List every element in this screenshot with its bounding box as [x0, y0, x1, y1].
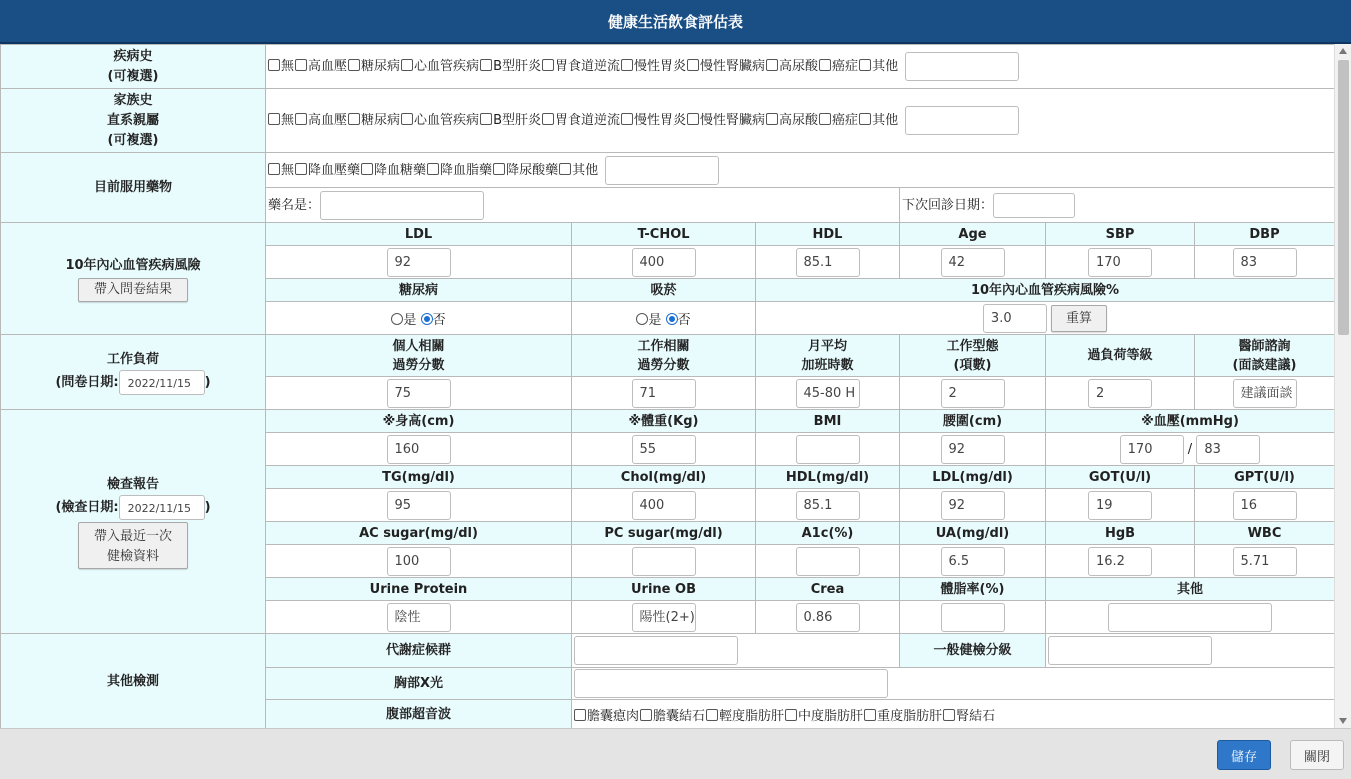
diabetes-header: 糖尿病	[266, 279, 572, 302]
ldl-input[interactable]: 92	[941, 491, 1005, 520]
chest-xray-label: 胸部X光	[266, 668, 572, 700]
personal-burnout-input[interactable]: 75	[387, 379, 451, 408]
family-opt-hyperuricemia[interactable]: 高尿酸	[766, 113, 818, 128]
risk-result-cell	[756, 302, 1335, 335]
workload-header-overtime: 月平均 加班時數	[756, 335, 900, 377]
exam-header-waist: 腰圍(cm)	[900, 410, 1046, 433]
window-title: 健康生活飲食評估表	[607, 12, 743, 31]
checkbox-icon[interactable]	[480, 59, 492, 71]
exam-date-input[interactable]: 2022/11/15	[119, 495, 205, 520]
med-opt-none[interactable]: 無	[268, 163, 294, 178]
us-opt-gb-polyp[interactable]: 膽囊瘜肉	[574, 709, 639, 724]
exam-header-ac-sugar: AC sugar(mg/dl)	[266, 522, 572, 545]
family-opt-ckd[interactable]: 慢性腎臟病	[687, 113, 765, 128]
family-opt-hypertension[interactable]: 高血壓	[295, 113, 347, 128]
family-opt-gerd[interactable]: 胃食道逆流	[542, 113, 620, 128]
family-opt-diabetes[interactable]: 糖尿病	[348, 113, 400, 128]
crea-input[interactable]: 0.86	[796, 603, 860, 632]
chest-xray-input[interactable]	[574, 669, 888, 698]
cvd-header-tchol: T-CHOL	[572, 223, 756, 246]
disease-history-label: 疾病史 (可複選)	[1, 45, 266, 89]
save-button[interactable]: 儲存	[1217, 740, 1271, 770]
checkbox-icon[interactable]	[819, 59, 831, 71]
ua-input[interactable]: 6.5	[941, 547, 1005, 576]
checkbox-icon[interactable]	[687, 59, 699, 71]
workload-header-worktype: 工作型態 (項數)	[900, 335, 1046, 377]
medication-options	[266, 153, 1335, 188]
exam-header-ldl: LDL(mg/dl)	[900, 466, 1046, 489]
disease-opt-hyperuricemia[interactable]: 高尿酸	[766, 59, 818, 74]
workload-label: 工作負荷 (問卷日期: 2022/11/15 )	[1, 335, 266, 410]
checkbox-icon[interactable]	[542, 59, 554, 71]
urine-ob-input[interactable]: 陽性(2+)	[632, 603, 696, 632]
exam-header-wbc: WBC	[1195, 522, 1335, 545]
wbc-input[interactable]: 5.71	[1233, 547, 1297, 576]
workload-header-personal: 個人相關 過勞分數	[266, 335, 572, 377]
exam-header-ua: UA(mg/dl)	[900, 522, 1046, 545]
checkbox-icon[interactable]	[295, 163, 307, 175]
exam-header-crea: Crea	[756, 578, 900, 601]
checkbox-icon[interactable]	[574, 709, 586, 721]
checkbox-icon[interactable]	[859, 59, 871, 71]
window-title-bar	[0, 0, 1351, 44]
exam-header-height: ※身高(cm)	[266, 410, 572, 433]
cvd-dbp-input[interactable]: 83	[1233, 248, 1297, 277]
close-button[interactable]: 關閉	[1290, 740, 1344, 770]
checkbox-icon[interactable]	[559, 163, 571, 175]
next-visit-input[interactable]	[993, 193, 1075, 218]
exam-header-urine-ob: Urine OB	[572, 578, 756, 601]
gpt-input[interactable]: 16	[1233, 491, 1297, 520]
next-visit-label: 下次回診日期：	[902, 197, 994, 213]
cvd-sbp-input[interactable]: 170	[1088, 248, 1152, 277]
exam-header-pc-sugar: PC sugar(mg/dl)	[572, 522, 756, 545]
smoking-yes-radio[interactable]	[636, 313, 648, 325]
next-visit-cell	[900, 188, 1335, 223]
medication-label: 目前服用藥物	[1, 153, 266, 223]
hdl-input[interactable]: 85.1	[796, 491, 860, 520]
a1c-input[interactable]	[796, 547, 860, 576]
general-grade-label: 一般健檢分級	[900, 634, 1046, 668]
checkbox-icon[interactable]	[766, 113, 778, 125]
exam-header-body-fat: 體脂率(%)	[900, 578, 1046, 601]
family-opt-cvd[interactable]: 心血管疾病	[401, 113, 479, 128]
scrollbar-thumb[interactable]	[1338, 60, 1349, 335]
bp-diastolic-input[interactable]: 83	[1196, 435, 1260, 464]
checkbox-icon[interactable]	[766, 59, 778, 71]
checkbox-icon[interactable]	[493, 163, 505, 175]
cvd-header-sbp: SBP	[1046, 223, 1195, 246]
exam-header-a1c: A1c(%)	[756, 522, 900, 545]
checkbox-icon[interactable]	[268, 163, 280, 175]
checkbox-icon[interactable]	[943, 709, 955, 721]
import-questionnaire-button[interactable]: 帶入問卷結果	[78, 278, 188, 302]
risk-percent-input[interactable]: 3.0	[983, 304, 1047, 333]
abdominal-ultrasound-label: 腹部超音波	[266, 700, 572, 729]
checkbox-icon[interactable]	[621, 59, 633, 71]
checkbox-icon[interactable]	[401, 59, 413, 71]
risk-percent-header: 10年內心血管疾病風險%	[756, 279, 1335, 302]
doctor-consult-input[interactable]: 建議面談	[1233, 379, 1297, 408]
checkbox-icon[interactable]	[268, 59, 280, 71]
workload-header-level: 過負荷等級	[1046, 335, 1195, 377]
cvd-ldl-input[interactable]: 92	[387, 248, 451, 277]
disease-opt-gerd[interactable]: 胃食道逆流	[542, 59, 620, 74]
family-history-options	[266, 89, 1335, 153]
workload-header-consult: 醫師諮詢 (面談建議)	[1195, 335, 1335, 377]
cvd-age-input[interactable]: 42	[941, 248, 1005, 277]
scroll-up-icon[interactable]	[1339, 48, 1347, 54]
work-burnout-input[interactable]: 71	[632, 379, 696, 408]
disease-opt-ckd[interactable]: 慢性腎臟病	[687, 59, 765, 74]
exam-header-hdl: HDL(mg/dl)	[756, 466, 900, 489]
med-opt-antidiabetic[interactable]: 降血糖藥	[361, 163, 426, 178]
exam-header-got: GOT(U/l)	[1046, 466, 1195, 489]
cvd-tchol-input[interactable]: 400	[632, 248, 696, 277]
checkbox-icon[interactable]	[361, 163, 373, 175]
disease-opt-hypertension[interactable]: 高血壓	[295, 59, 347, 74]
workload-date-input[interactable]: 2022/11/15	[119, 370, 205, 395]
bp-separator: /	[1187, 441, 1193, 457]
us-opt-gb-stone[interactable]: 膽囊結石	[640, 709, 705, 724]
cvd-header-ldl: LDL	[266, 223, 572, 246]
med-opt-other[interactable]: 其他	[559, 163, 598, 178]
chol-input[interactable]: 400	[632, 491, 696, 520]
overload-level-input[interactable]: 2	[1088, 379, 1152, 408]
family-opt-hepatitis-b[interactable]: B型肝炎	[480, 113, 541, 128]
checkbox-icon[interactable]	[480, 113, 492, 125]
body-fat-input[interactable]	[941, 603, 1005, 632]
work-type-input[interactable]: 2	[941, 379, 1005, 408]
checkbox-icon[interactable]	[687, 113, 699, 125]
disease-opt-cvd[interactable]: 心血管疾病	[401, 59, 479, 74]
metabolic-syndrome-input[interactable]	[574, 636, 738, 665]
diabetes-radio-group: 是 否	[266, 302, 572, 335]
checkbox-icon[interactable]	[859, 113, 871, 125]
exam-header-gpt: GPT(U/l)	[1195, 466, 1335, 489]
got-input[interactable]: 19	[1088, 491, 1152, 520]
pc-sugar-input[interactable]	[632, 547, 696, 576]
exam-header-bmi: BMI	[756, 410, 900, 433]
workload-header-work: 工作相關 過勞分數	[572, 335, 756, 377]
family-opt-cancer[interactable]: 癌症	[819, 113, 858, 128]
us-opt-mild-fatty-liver[interactable]: 輕度脂肪肝	[706, 709, 784, 724]
import-latest-exam-button[interactable]: 帶入最近一次 健檢資料	[78, 522, 188, 569]
checkbox-icon[interactable]	[785, 709, 797, 721]
weight-input[interactable]: 55	[632, 435, 696, 464]
bmi-input[interactable]	[796, 435, 860, 464]
disease-opt-diabetes[interactable]: 糖尿病	[348, 59, 400, 74]
height-input[interactable]: 160	[387, 435, 451, 464]
cvd-risk-label: 10年內心血管疾病風險 帶入問卷結果	[1, 223, 266, 335]
exam-header-other: 其他	[1046, 578, 1335, 601]
cvd-header-dbp: DBP	[1195, 223, 1335, 246]
exam-header-tg: TG(mg/dl)	[266, 466, 572, 489]
family-opt-gastritis[interactable]: 慢性胃炎	[621, 113, 686, 128]
checkbox-icon[interactable]	[401, 113, 413, 125]
cvd-header-hdl: HDL	[756, 223, 900, 246]
checkbox-icon[interactable]	[295, 113, 307, 125]
exam-header-urine-protein: Urine Protein	[266, 578, 572, 601]
bp-systolic-input[interactable]: 170	[1120, 435, 1184, 464]
checkbox-icon[interactable]	[295, 59, 307, 71]
ac-sugar-input[interactable]: 100	[387, 547, 451, 576]
disease-history-options	[266, 45, 1335, 89]
family-opt-none[interactable]: 無	[268, 113, 294, 128]
checkbox-icon[interactable]	[706, 709, 718, 721]
exam-header-weight: ※體重(Kg)	[572, 410, 756, 433]
waist-input[interactable]: 92	[941, 435, 1005, 464]
checkbox-icon[interactable]	[864, 709, 876, 721]
diabetes-yes-radio[interactable]	[391, 313, 403, 325]
tg-input[interactable]: 95	[387, 491, 451, 520]
form-scroll-area	[0, 44, 1334, 728]
dialog-footer	[0, 728, 1351, 779]
us-opt-moderate-fatty-liver[interactable]: 中度脂肪肝	[785, 709, 863, 724]
exam-header-hgb: HgB	[1046, 522, 1195, 545]
general-grade-input[interactable]	[1048, 636, 1212, 665]
assessment-form	[0, 44, 1334, 728]
family-history-label: 家族史 直系親屬 (可複選)	[1, 89, 266, 153]
cvd-hdl-input[interactable]: 85.1	[796, 248, 860, 277]
abdominal-ultrasound-options	[572, 700, 1335, 729]
checkbox-icon[interactable]	[621, 113, 633, 125]
med-opt-antihypertensive[interactable]: 降血壓藥	[295, 163, 360, 178]
drug-name-input[interactable]	[320, 191, 484, 220]
exam-header-chol: Chol(mg/dl)	[572, 466, 756, 489]
exam-header-bp: ※血壓(mmHg)	[1046, 410, 1335, 433]
family-other-input[interactable]	[905, 106, 1019, 135]
overtime-hours-input[interactable]: 45-80 H	[796, 379, 860, 408]
smoking-header: 吸菸	[572, 279, 756, 302]
us-opt-severe-fatty-liver[interactable]: 重度脂肪肝	[864, 709, 942, 724]
exam-report-label: 檢查報告 (檢查日期: 2022/11/15 ) 帶入最近一次 健檢資料	[1, 410, 266, 634]
checkbox-icon[interactable]	[268, 113, 280, 125]
bp-cell	[1046, 433, 1335, 466]
cvd-header-age: Age	[900, 223, 1046, 246]
disease-opt-hepatitis-b[interactable]: B型肝炎	[480, 59, 541, 74]
checkbox-icon[interactable]	[819, 113, 831, 125]
diabetes-no-radio[interactable]	[421, 313, 433, 325]
disease-other-input[interactable]	[905, 52, 1019, 81]
med-opt-uric-lowering[interactable]: 降尿酸藥	[493, 163, 558, 178]
vertical-scrollbar[interactable]	[1334, 44, 1351, 728]
drug-name-label: 藥名是：	[268, 197, 321, 213]
med-opt-lipid-lowering[interactable]: 降血脂藥	[427, 163, 492, 178]
smoking-no-radio[interactable]	[666, 313, 678, 325]
disease-opt-other[interactable]: 其他	[859, 59, 898, 74]
family-opt-other[interactable]: 其他	[859, 113, 898, 128]
metabolic-syndrome-label: 代謝症候群	[266, 634, 572, 668]
checkbox-icon[interactable]	[427, 163, 439, 175]
disease-opt-none[interactable]: 無	[268, 59, 294, 74]
disease-opt-gastritis[interactable]: 慢性胃炎	[621, 59, 686, 74]
drug-name-cell	[266, 188, 900, 223]
scroll-down-icon[interactable]	[1339, 718, 1347, 724]
checkbox-icon[interactable]	[542, 113, 554, 125]
other-tests-label: 其他檢測	[1, 634, 266, 729]
recalculate-button[interactable]: 重算	[1051, 305, 1107, 332]
urine-protein-input[interactable]: 陰性	[387, 603, 451, 632]
med-other-input[interactable]	[605, 156, 719, 185]
exam-other-input[interactable]	[1108, 603, 1272, 632]
checkbox-icon[interactable]	[640, 709, 652, 721]
disease-opt-cancer[interactable]: 癌症	[819, 59, 858, 74]
hgb-input[interactable]: 16.2	[1088, 547, 1152, 576]
checkbox-icon[interactable]	[348, 59, 360, 71]
us-opt-kidney-stone[interactable]: 腎結石	[943, 709, 995, 724]
checkbox-icon[interactable]	[348, 113, 360, 125]
smoking-radio-group: 是 否	[572, 302, 756, 335]
